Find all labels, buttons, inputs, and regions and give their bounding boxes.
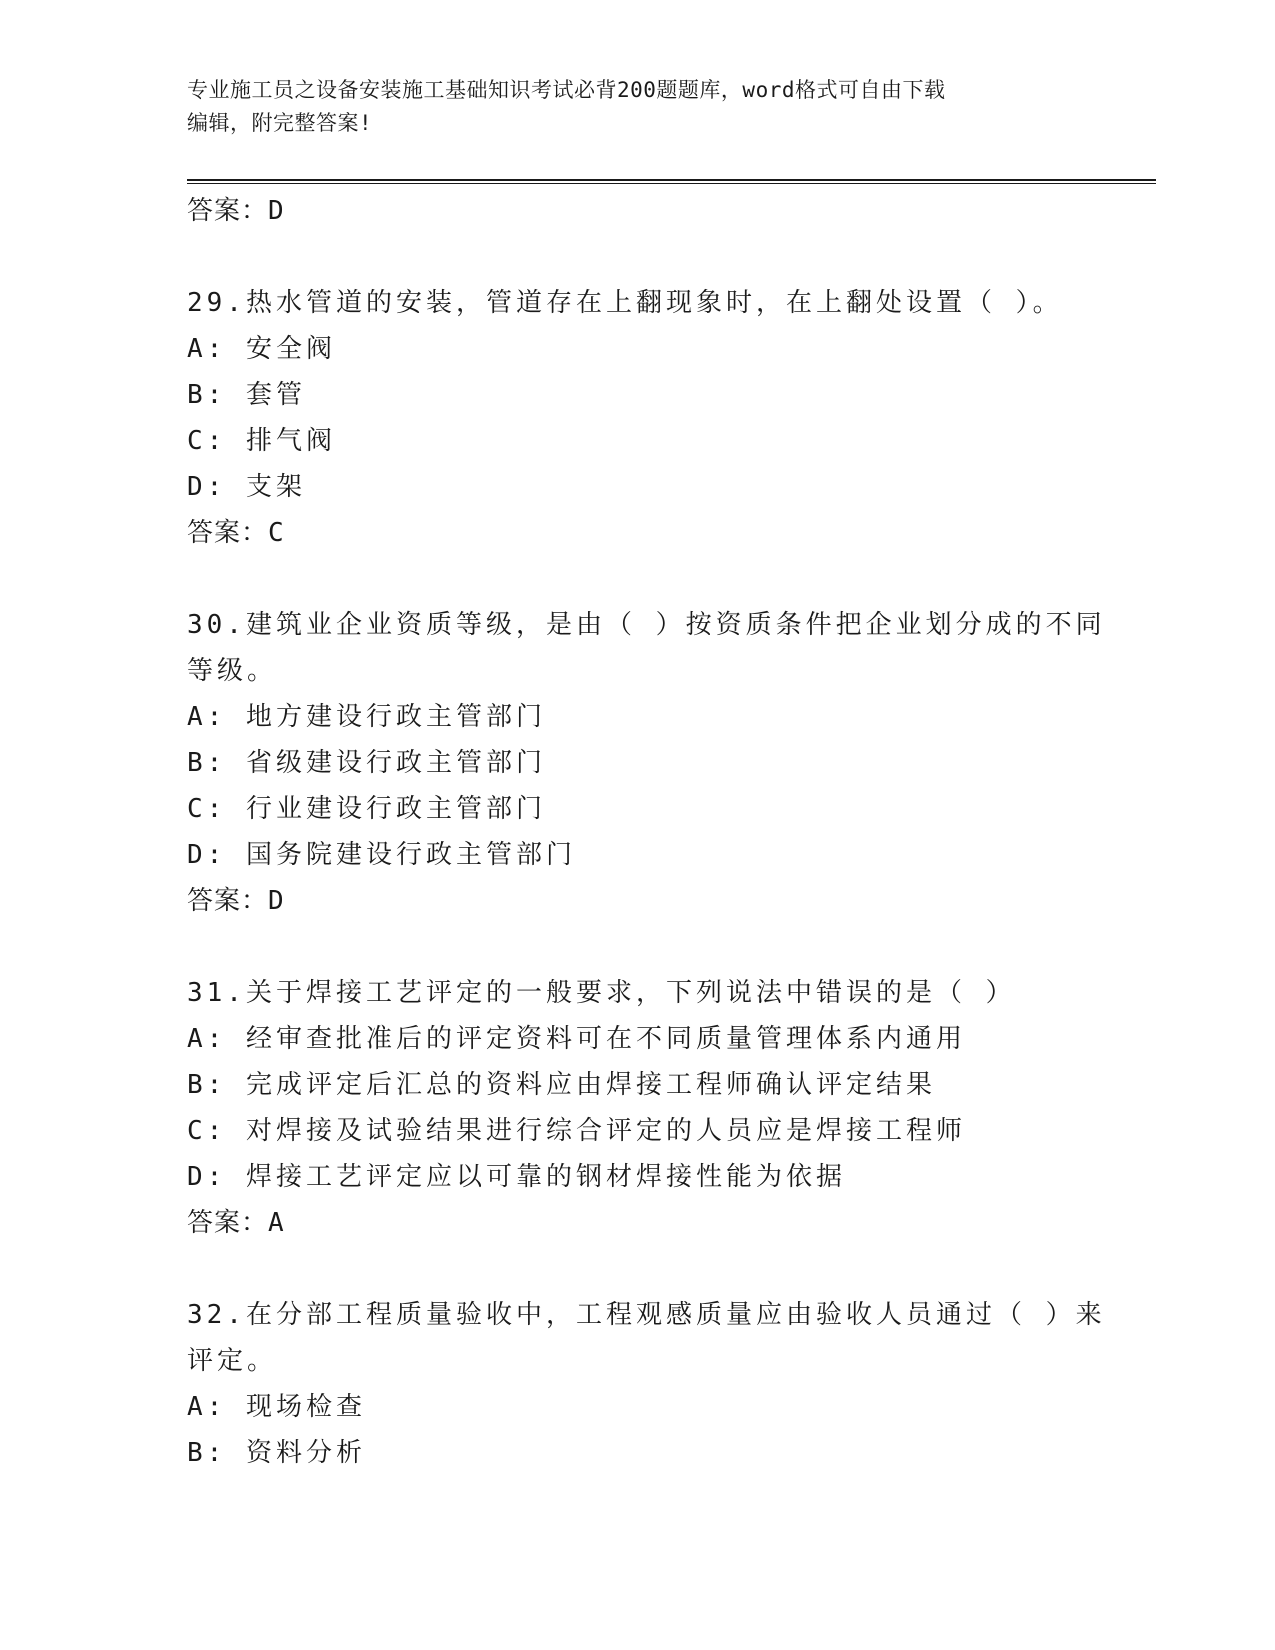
header-divider-thick xyxy=(187,179,1156,181)
question-32 xyxy=(187,1292,1106,1476)
answer-value: D xyxy=(268,886,285,916)
answer-value: A xyxy=(268,1208,285,1238)
header-title-line-2: 编辑，附完整答案! xyxy=(187,111,373,135)
spacer xyxy=(187,234,1087,280)
answer-line xyxy=(187,878,1087,924)
spacer xyxy=(187,924,1087,970)
question-stem: 31.关于焊接工艺评定的一般要求，下列说法中错误的是（ ） xyxy=(187,978,1016,1008)
spacer xyxy=(187,1246,1087,1292)
answer-label: 答案： xyxy=(187,518,269,548)
answer-value: C xyxy=(268,518,285,548)
question-stem: 29.热水管道的安装，管道存在上翻现象时，在上翻处设置（ ）。 xyxy=(187,288,1063,318)
answer-label: 答案： xyxy=(187,886,269,916)
answer-value: D xyxy=(268,196,285,226)
answer-line xyxy=(187,188,1087,234)
option-b: B: 省级建设行政主管部门 xyxy=(187,748,546,778)
answer-label: 答案： xyxy=(187,1208,269,1238)
header-divider-thin xyxy=(187,183,1156,184)
document-header xyxy=(187,74,1087,140)
option-a: A: 现场检查 xyxy=(187,1392,366,1422)
question-stem-continuation: 等级。 xyxy=(187,656,278,686)
option-c: C: 行业建设行政主管部门 xyxy=(187,794,546,824)
answer-line xyxy=(187,1200,1087,1246)
question-stem: 30.建筑业企业资质等级，是由（ ）按资质条件把企业划分成的不同 xyxy=(187,610,1106,640)
header-title-line-1: 专业施工员之设备安装施工基础知识考试必背200题题库，word格式可自由下载 xyxy=(187,78,946,102)
answer-label: 答案： xyxy=(187,196,269,226)
option-d: D: 国务院建设行政主管部门 xyxy=(187,840,576,870)
answer-line xyxy=(187,510,1087,556)
option-b: B: 套管 xyxy=(187,380,306,410)
question-31 xyxy=(187,970,1087,1246)
spacer xyxy=(187,556,1087,602)
question-29 xyxy=(187,280,1087,556)
option-a: A: 地方建设行政主管部门 xyxy=(187,702,546,732)
question-stem: 32.在分部工程质量验收中，工程观感质量应由验收人员通过（ ）来 xyxy=(187,1300,1106,1330)
option-c: C: 排气阀 xyxy=(187,426,336,456)
option-c: C: 对焊接及试验结果进行综合评定的人员应是焊接工程师 xyxy=(187,1116,966,1146)
option-a: A: 经审查批准后的评定资料可在不同质量管理体系内通用 xyxy=(187,1024,966,1054)
question-stem-continuation: 评定。 xyxy=(187,1346,278,1376)
option-d: D: 支架 xyxy=(187,472,306,502)
option-b: B: 完成评定后汇总的资料应由焊接工程师确认评定结果 xyxy=(187,1070,936,1100)
option-d: D: 焊接工艺评定应以可靠的钢材焊接性能为依据 xyxy=(187,1162,846,1192)
option-b: B: 资料分析 xyxy=(187,1438,366,1468)
option-a: A: 安全阀 xyxy=(187,334,336,364)
question-30 xyxy=(187,602,1106,924)
question-list xyxy=(187,188,1106,1476)
